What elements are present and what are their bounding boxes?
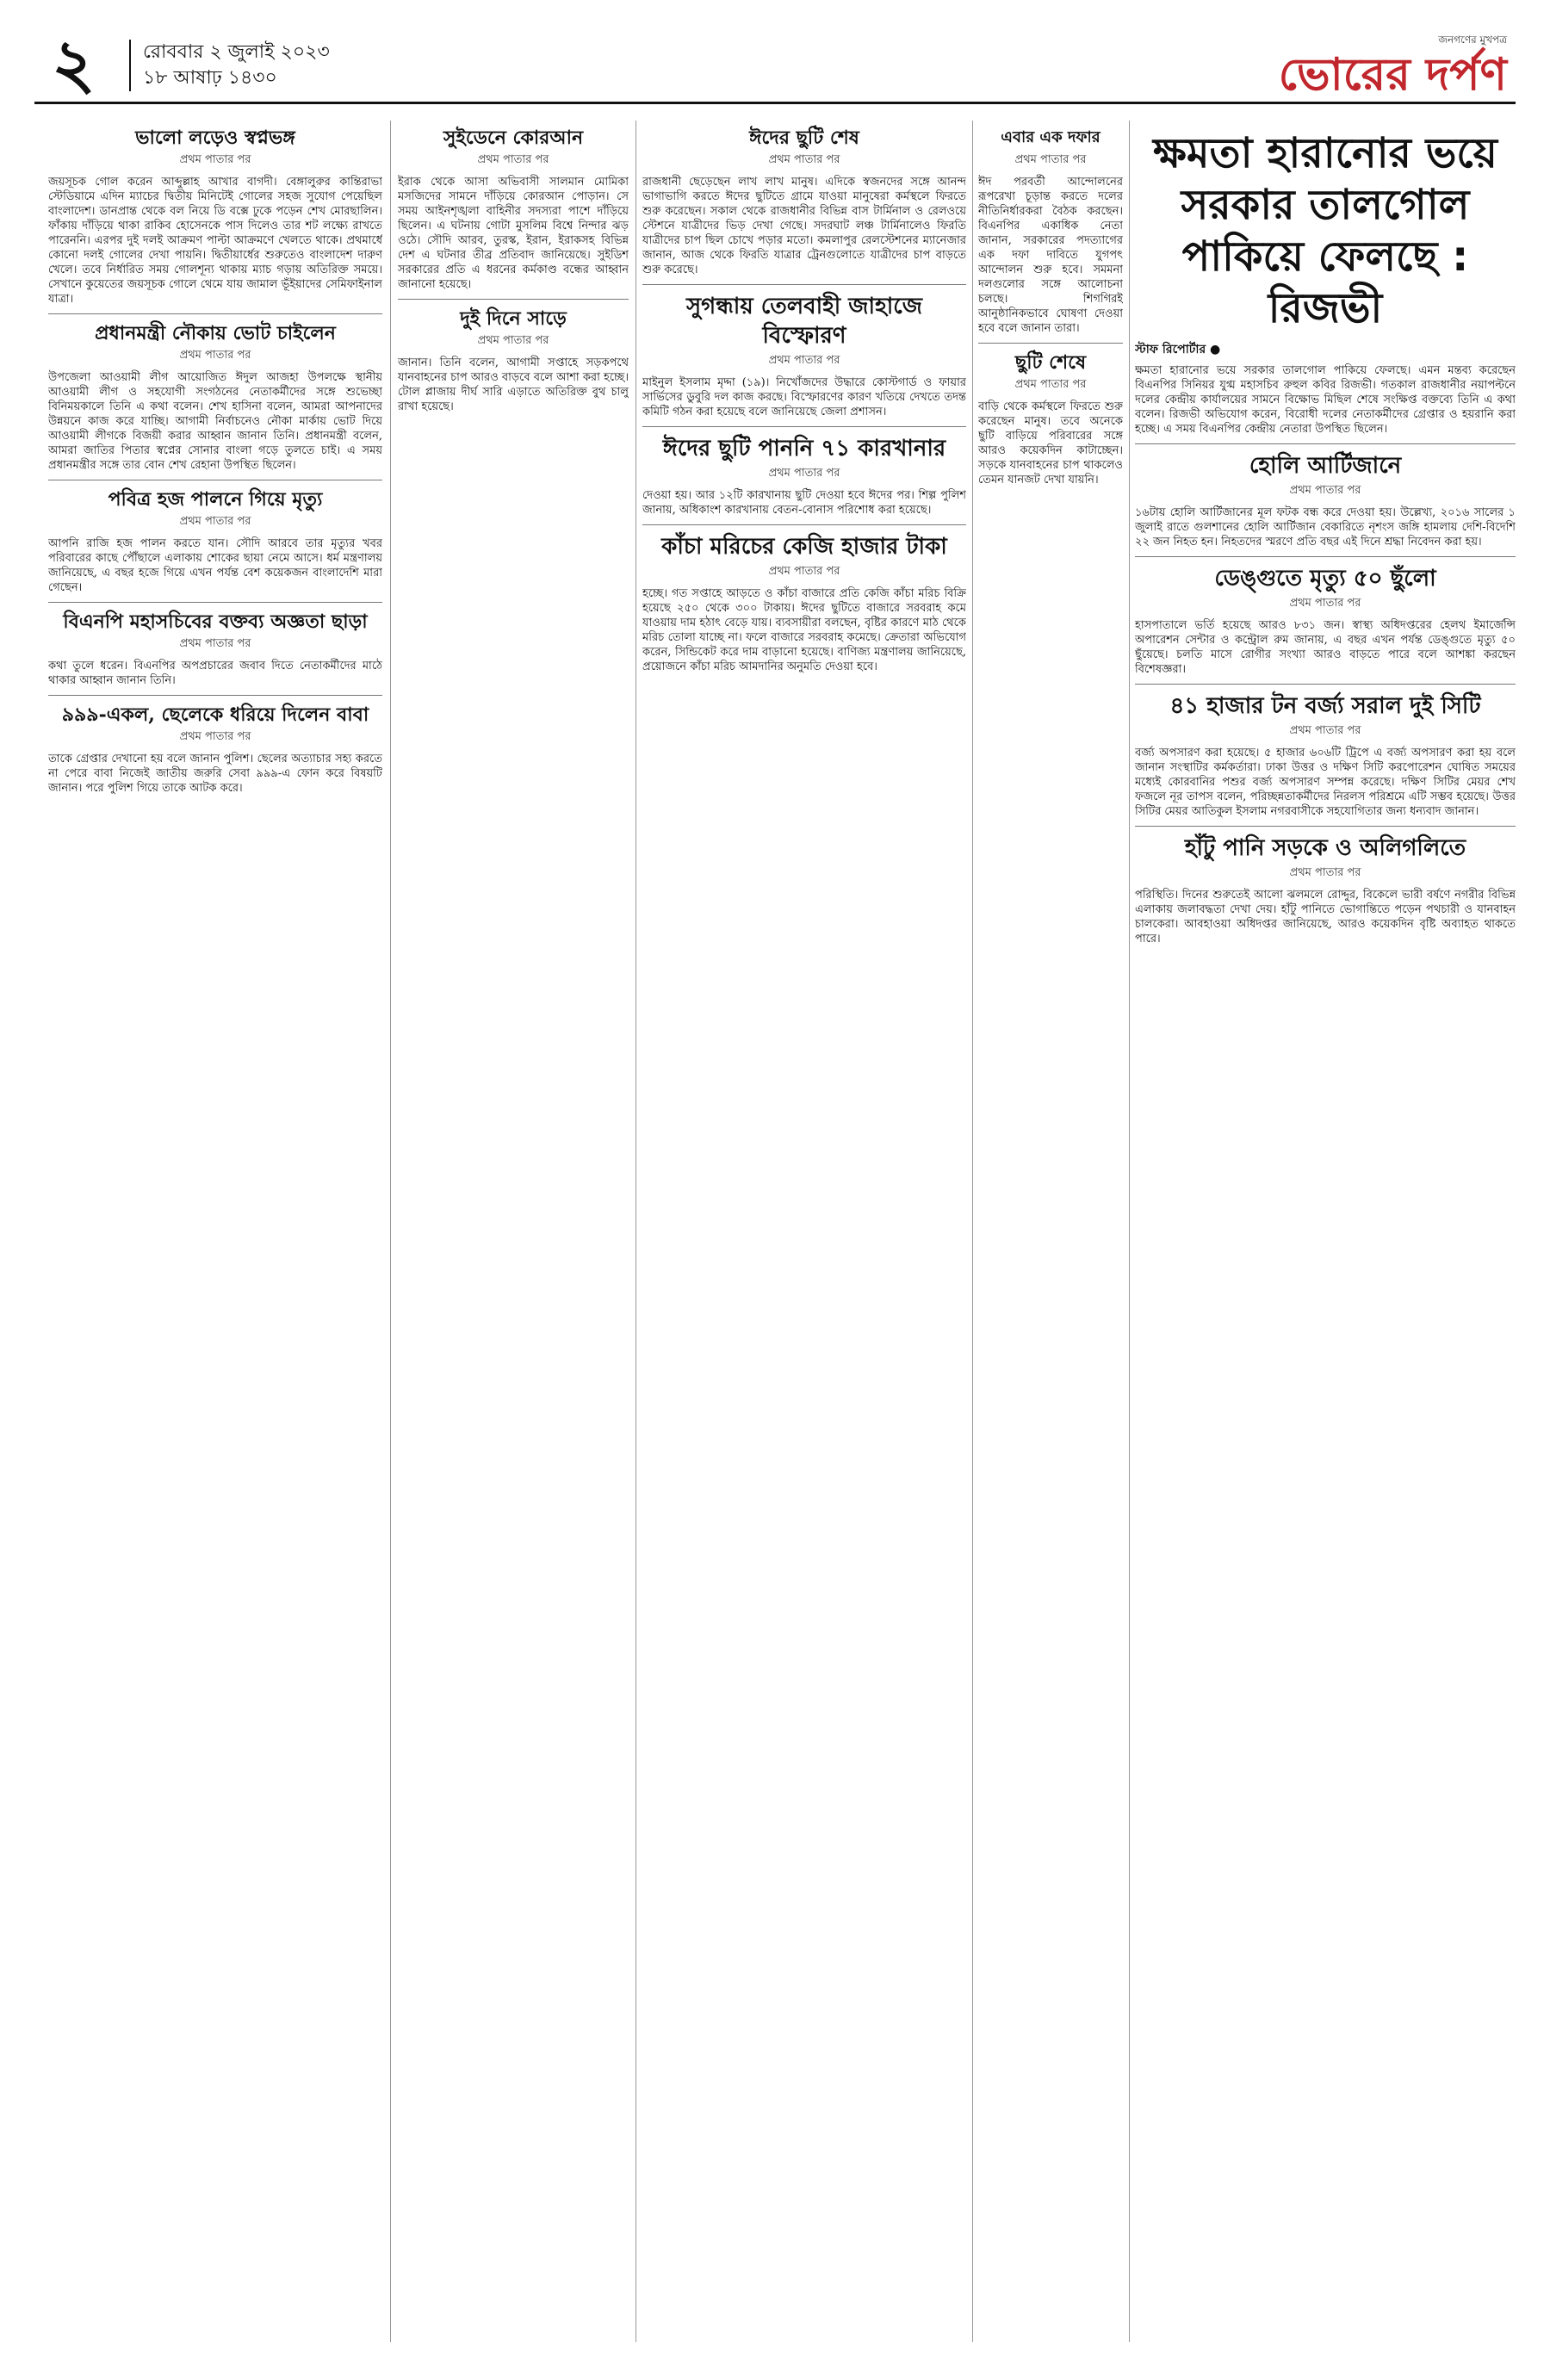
article-headline: কাঁচা মরিচের কেজি হাজার টাকা bbox=[661, 534, 947, 560]
newspaper-logo bbox=[1279, 33, 1507, 100]
divider bbox=[1135, 826, 1516, 827]
article-body: দেওয়া হয়। আর ১২টি কারখানায় ছুটি দেওয়া হবে ঈদের পর। শিল্প পুলিশ জানায়, অধিকাংশ কারখানায় বেতন-বোনাস পরিশোধ করা হয়েছে। bbox=[642, 489, 966, 517]
logo-slogan: জনগণের মুখপত্র bbox=[1438, 34, 1507, 46]
divider bbox=[642, 426, 966, 427]
continuation-label: প্রথম পাতার পর bbox=[179, 730, 251, 743]
continuation-label: প্রথম পাতার পর bbox=[1289, 724, 1361, 737]
article-headline: বিএনপি মহাসচিবের বক্তব্য অজ্ঞতা ছাড়া bbox=[63, 610, 368, 633]
article-headline: ডেঙ্গুতে মৃত্যু ৫০ ছুঁলো bbox=[1214, 566, 1436, 592]
article-headline: ঈদের ছুটি শেষ bbox=[749, 127, 859, 149]
column-4 bbox=[978, 121, 1123, 2342]
article-body: হাসপাতালে ভর্তি হয়েছে আরও ৮৩১ জন। স্বাস্থ্য অধিদপ্তরের হেলথ ইমার্জেন্সি অপারেশন সেন্টার ও কন্ট্রোল রুম জানায়, এ বছর এখন পর্যন্ত ডেঙ্গুতে মৃত্যু ৫০ ছুঁয়েছে। চলতি মাসে রোগীর সংখ্যা আরও বাড়তে পারে বলে আশঙ্কা করছেন বিশেষজ্ঞরা। bbox=[1135, 619, 1516, 676]
article-headline: দুই দিনে সাড়ে bbox=[460, 307, 567, 330]
column-3 bbox=[642, 121, 966, 2342]
divider bbox=[48, 313, 382, 314]
continuation-label: প্রথম পাতার পর bbox=[477, 334, 549, 347]
article-body: রাজধানী ছেড়েছেন লাখ লাখ মানুষ। এদিকে স্বজনদের সঙ্গে আনন্দ ভাগাভাগি করতে ঈদের ছুটিতে গ্রামে যাওয়া মানুষেরা কর্মস্থলে ফিরতে শুরু করেছেন। সকাল থেকে রাজধানীর বিভিন্ন বাস টার্মিনাল ও রেলওয়ে স্টেশনে যাত্রীদের ভিড় দেখা গেছে। সদরঘাট লঞ্চ টার্মিনালেও ফিরতি যাত্রীদের চাপ ছিল চোখে পড়ার মতো। কমলাপুর রেলস্টেশনের ম্যানেজার জানান, আজ থেকে ফিরতি যাত্রার ট্রেনগুলোতে যাত্রীদের চাপ বাড়তে শুরু করেছে। bbox=[642, 176, 966, 276]
article-body: জানান। তিনি বলেন, আগামী সপ্তাহে সড়কপথে যানবাহনের চাপ আরও বাড়বে বলে আশা করা হচ্ছে। টোল প্লাজায় দীর্ঘ সারি এড়াতে অতিরিক্ত বুথ চালু রাখা হয়েছে। bbox=[398, 356, 629, 413]
divider bbox=[48, 695, 382, 696]
continuation-label: প্রথম পাতার পর bbox=[768, 354, 840, 367]
date-bangla: ১৮ আষাঢ় ১৪৩০ bbox=[143, 67, 277, 89]
divider bbox=[1135, 684, 1516, 685]
logo-name: ভোরের দর্পণ bbox=[1278, 49, 1507, 101]
divider bbox=[642, 524, 966, 525]
article-headline: ছুটি শেষে bbox=[1014, 351, 1087, 374]
article-headline: ৯৯৯-একল, ছেলেকে ধরিয়ে দিলেন বাবা bbox=[61, 703, 369, 726]
continuation-label: প্রথম পাতার পর bbox=[179, 515, 251, 528]
divider bbox=[48, 602, 382, 603]
article-body: বাড়ি থেকে কর্মস্থলে ফিরতে শুরু করেছেন মানুষ। তবে অনেকে ছুটি বাড়িয়ে পরিবারের সঙ্গে আরও কয়েকদিন কাটাচ্ছেন। সড়কে যানবাহনের চাপ থাকলেও তেমন যানজট দেখা যায়নি। bbox=[978, 400, 1123, 487]
article-body: আপনি রাজি হজ পালন করতে যান। সৌদি আরবে তার মৃত্যুর খবর পরিবারের কাছে পৌঁছালে এলাকায় শোকের ছায়া নেমে আসে। ধর্ম মন্ত্রণালয় জানিয়েছে, এ বছর হজে গিয়ে এখন পর্যন্ত বেশ কয়েকজন বাংলাদেশি মারা গেছেন। bbox=[48, 537, 382, 594]
continuation-label: প্রথম পাতার পর bbox=[1289, 484, 1361, 497]
continuation-label: প্রথম পাতার পর bbox=[179, 637, 251, 650]
masthead bbox=[34, 25, 1516, 104]
article-body: উপজেলা আওয়ামী লীগ আয়োজিত ঈদুল আজহা উপলক্ষে স্থানীয় আওয়ামী লীগ ও সহযোগী সংগঠনের নেতাকর্মীদের সঙ্গে শুভেচ্ছা বিনিময়কালে তিনি এ কথা বলেন। শেখ হাসিনা বলেন, আমরা আপনাদের উন্নয়নে কাজ করে যাচ্ছি। আগামী নির্বাচনেও নৌকা মার্কায় ভোট দিয়ে আওয়ামী লীগকে বিজয়ী করার আহ্বান জানান তিনি। প্রধানমন্ত্রী বলেন, আমরা জাতির পিতার স্বপ্নের সোনার বাংলা গড়ে তুলতে চাই। এ সময় প্রধানমন্ত্রীর সঙ্গে তার বোন শেখ রেহানা উপস্থিত ছিলেন। bbox=[48, 371, 382, 472]
article-body: মাইনুল ইসলাম মৃদ্দা (১৯)। নিখোঁজদের উদ্ধারে কোস্টগার্ড ও ফায়ার সার্ভিসের ডুবুরি দল কাজ করছে। বিস্ফোরণের কারণ খতিয়ে দেখতে তদন্ত কমিটি গঠন করা হয়েছে বলে জানিয়েছে জেলা প্রশাসন। bbox=[642, 376, 966, 418]
page-number: ২ bbox=[52, 25, 96, 103]
continuation-label: প্রথম পাতার পর bbox=[768, 467, 840, 480]
article-headline: সুইডেনে কোরআন bbox=[443, 127, 584, 149]
article-body: বর্জ্য অপসারণ করা হয়েছে। ৫ হাজার ৬০৬টি ট্রিপে এ বর্জ্য অপসারণ করা হয় বলে জানান সংস্থাটির কর্মকর্তারা। ঢাকা উত্তর ও দক্ষিণ সিটি করপোরেশন ঘোষিত সময়ের মধ্যেই কোরবানির পশুর বর্জ্য অপসারণ সম্পন্ন করেছে। দক্ষিণ সিটির মেয়র শেখ ফজলে নূর তাপস বলেন, পরিচ্ছন্নতাকর্মীদের নিরলস পরিশ্রমে এটি সম্ভব হয়েছে। উত্তর সিটির মেয়র আতিকুল ইসলাম নগরবাসীকে সহযোগিতার জন্য ধন্যবাদ জানান। bbox=[1135, 747, 1516, 818]
continuation-label: প্রথম পাতার পর bbox=[768, 565, 840, 578]
article-headline: ভালো লড়েও স্বপ্নভঙ্গ bbox=[135, 127, 295, 149]
divider bbox=[978, 343, 1123, 344]
article-headline: এবার এক দফার bbox=[1001, 128, 1100, 146]
article-headline: প্রধানমন্ত্রী নৌকায় ভোট চাইলেন bbox=[95, 322, 336, 344]
divider bbox=[642, 284, 966, 285]
article-headline: সুগন্ধায় তেলবাহী জাহাজে বিস্ফোরণ bbox=[685, 294, 922, 349]
article-body: ইরাক থেকে আসা অভিবাসী সালমান মোমিকা মসজিদের সামনে দাঁড়িয়ে কোরআন পোড়ান। সে সময় আইনশৃঙ্খলা বাহিনীর সদস্যরা পাশে দাঁড়িয়ে ছিলেন। এ ঘটনায় গোটা মুসলিম বিশ্বে নিন্দার ঝড় ওঠে। সৌদি আরব, তুরস্ক, ইরান, ইরাকসহ বিভিন্ন দেশ এ ঘটনার তীব্র প্রতিবাদ জানিয়েছে। সুইডিশ সরকারের প্রতি এ ধরনের কর্মকাণ্ড বন্ধের আহ্বান জানানো হয়েছে। bbox=[398, 176, 629, 291]
article-headline: হোলি আর্টিজানে bbox=[1249, 453, 1402, 479]
continuation-label: প্রথম পাতার পর bbox=[768, 153, 840, 166]
lead-headline: ক্ষমতা হারানোর ভয়ে সরকার তালগোল পাকিয়ে ফেলছে : রিজভী bbox=[1153, 129, 1497, 332]
continuation-label: প্রথম পাতার পর bbox=[179, 153, 251, 166]
article-headline: হাঁটু পানি সড়কে ও অলিগলিতে bbox=[1184, 835, 1466, 861]
article-body: ক্ষমতা হারানোর ভয়ে সরকার তালগোল পাকিয়ে ফেলছে। এমন মন্তব্য করেছেন বিএনপির সিনিয়র যুগ্ম মহাসচিব রুহুল কবির রিজভী। গতকাল রাজধানীর নয়াপল্টনে দলের কেন্দ্রীয় কার্যালয়ের সামনে বিক্ষোভ মিছিল শেষে সংক্ষিপ্ত বক্তব্যে তিনি এ কথা বলেন। রিজভী অভিযোগ করেন, বিরোধী দলের নেতাকর্মীদের গ্রেপ্তার ও হয়রানি করা হচ্ছে। এ সময় বিএনপির কেন্দ্রীয় নেতারা উপস্থিত ছিলেন। bbox=[1135, 364, 1516, 436]
continuation-label: প্রথম পাতার পর bbox=[1014, 153, 1087, 166]
column-divider bbox=[972, 121, 973, 2342]
continuation-label: প্রথম পাতার পর bbox=[179, 349, 251, 362]
article-headline: ঈদের ছুটি পাননি ৭১ কারখানার bbox=[662, 436, 946, 462]
column-5 bbox=[1135, 121, 1516, 2342]
article-body: কথা তুলে ধরেন। বিএনপির অপপ্রচারের জবাব দিতে নেতাকর্মীদের মাঠে থাকার আহ্বান জানান তিনি। bbox=[48, 660, 382, 687]
date-gregorian: রোববার ২ জুলাই ২০২৩ bbox=[143, 41, 330, 63]
divider bbox=[1135, 443, 1516, 444]
column-2 bbox=[398, 121, 629, 2342]
continuation-label: প্রথম পাতার পর bbox=[1289, 866, 1361, 879]
divider bbox=[1135, 556, 1516, 557]
column-divider bbox=[390, 121, 391, 2342]
article-body: ১৬টায় হোলি আর্টিজানের মূল ফটক বন্ধ করে দেওয়া হয়। উল্লেখ্য, ২০১৬ সালের ১ জুলাই রাতে গুলশানের হোলি আর্টিজান বেকারিতে নৃশংস জঙ্গি হামলায় দেশি-বিদেশি ২২ জন নিহত হন। নিহতদের স্মরণে প্রতি বছর এই দিনে শ্রদ্ধা নিবেদন করা হয়। bbox=[1135, 506, 1516, 549]
date-block bbox=[129, 40, 330, 91]
article-body: ঈদ পরবর্তী আন্দোলনের রূপরেখা চূড়ান্ত করতে দলের নীতিনির্ধারকরা বৈঠক করছেন। বিএনপির একাধিক নেতা জানান, সরকারের পদত্যাগের এক দফা দাবিতে যুগপৎ আন্দোলন শুরু হবে। সমমনা দলগুলোর সঙ্গে আলোচনা চলছে। শিগগিরই আনুষ্ঠানিকভাবে ঘোষণা দেওয়া হবে বলে জানান তারা। bbox=[978, 176, 1123, 335]
column-divider bbox=[1129, 121, 1130, 2342]
continuation-label: প্রথম পাতার পর bbox=[477, 153, 549, 166]
divider bbox=[398, 299, 629, 300]
byline: স্টাফ রিপোর্টার ● bbox=[1135, 343, 1221, 356]
article-headline: ৪১ হাজার টন বর্জ্য সরাল দুই সিটি bbox=[1169, 693, 1481, 719]
article-headline: পবিত্র হজ পালনে গিয়ে মৃত্যু bbox=[108, 488, 323, 511]
column-1 bbox=[48, 121, 382, 2342]
continuation-label: প্রথম পাতার পর bbox=[1289, 597, 1361, 610]
article-body: পরিস্থিতি। দিনের শুরুতেই আলো ঝলমলে রোদ্দুর, বিকেলে ভারী বর্ষণে নগরীর বিভিন্ন এলাকায় জলাবদ্ধতা দেখা দেয়। হাঁটু পানিতে ভোগান্তিতে পড়েন পথচারী ও যানবাহন চালকেরা। আবহাওয়া অধিদপ্তর জানিয়েছে, আরও কয়েকদিন বৃষ্টি অব্যাহত থাকতে পারে। bbox=[1135, 889, 1516, 945]
article-body: জয়সূচক গোল করেন আব্দুল্লাহ আখার বাগদী। বেঙ্গালুরুর কান্তিরাভা স্টেডিয়ামে এদিন ম্যাচের দ্বিতীয় মিনিটেই গোলের সহজ সুযোগ পেয়েছিল বাংলাদেশ। ডানপ্রান্ত থেকে বল নিয়ে ডি বক্সে ঢুকে পড়েন শেখ মোরছালিন। ফাঁকায় দাঁড়িয়ে থাকা রাকিব হোসেনকে পাস দিলেও তার শট লক্ষ্যে রাখতে পারেননি। এরপর দুই দলই আক্রমণ পাল্টা আক্রমণে খেলতে থাকে। প্রথমার্ধে কোনো দলই গোলের দেখা পায়নি। দ্বিতীয়ার্ধের শুরুতেও বাংলাদেশ দারুণ খেলে। তবে নির্ধারিত সময় গোলশূন্য থাকায় ম্যাচ গড়ায় অতিরিক্ত সময়ে। সেখানে কুয়েতের জয়সূচক গোলে থেমে যায় জামাল ভূঁইয়াদের সেমিফাইনাল যাত্রা। bbox=[48, 176, 382, 306]
continuation-label: প্রথম পাতার পর bbox=[1014, 378, 1087, 391]
article-body: তাকে গ্রেপ্তার দেখানো হয় বলে জানান পুলিশ। ছেলের অত্যাচার সহ্য করতে না পেরে বাবা নিজেই জাতীয় জরুরি সেবা ৯৯৯-এ ফোন করে বিষয়টি জানান। পরে পুলিশ গিয়ে তাকে আটক করে। bbox=[48, 753, 382, 795]
article-body: হচ্ছে। গত সপ্তাহে আড়তে ও কাঁচা বাজারে প্রতি কেজি কাঁচা মরিচ বিক্রি হয়েছে ২৫০ থেকে ৩০০ টাকায়। ঈদের ছুটিতে বাজারে সরবরাহ কমে যাওয়ায় দাম হঠাৎ বেড়ে যায়। ব্যবসায়ীরা বলছেন, বৃষ্টির কারণে মাঠ থেকে মরিচ তোলা যাচ্ছে না। ফলে বাজারে সরবরাহ কমেছে। ক্রেতারা অভিযোগ করেন, সিন্ডিকেট করে দাম বাড়ানো হয়েছে। বাণিজ্য মন্ত্রণালয় জানিয়েছে, প্রয়োজনে কাঁচা মরিচ আমদানির অনুমতি দেওয়া হবে। bbox=[642, 587, 966, 673]
